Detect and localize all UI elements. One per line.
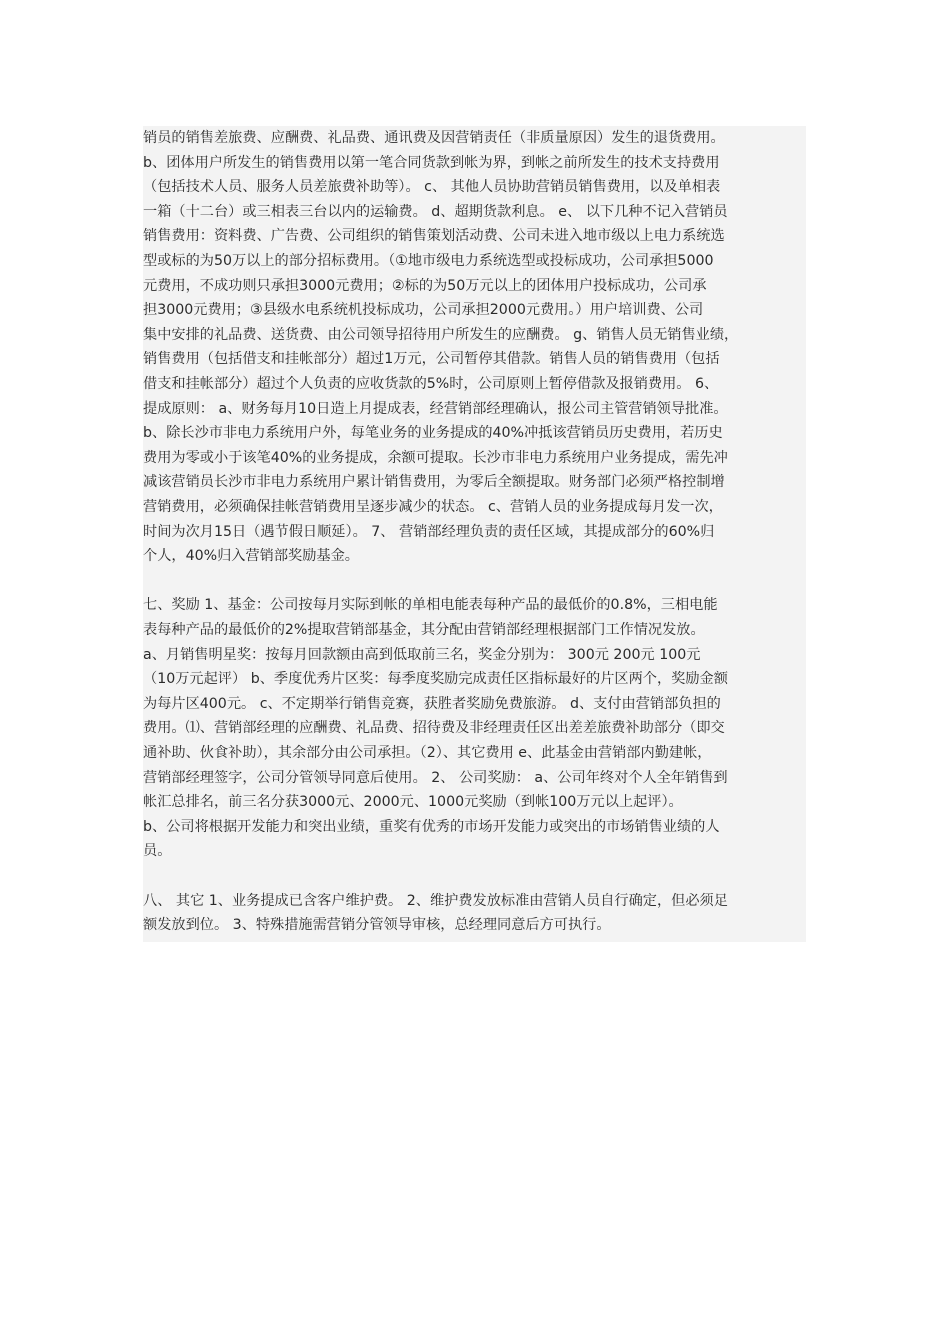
paragraph-line: 通补助、伙食补助），其余部分由公司承担。（2）、其它费用 e、此基金由营销部内勤建帐，	[143, 745, 712, 761]
paragraph-line: 元费用，不成功则只承担3000元费用；②标的为50万元以上的团体用户投标成功，公司承	[143, 277, 707, 294]
paragraph-line: 减该营销员长沙市非电力系统用户累计销售费用，为零后全额提取。财务部门必须严格控制增	[143, 474, 725, 491]
paragraph-line: 销售费用：资料费、广告费、公司组织的销售策划活动费、公司未进入地市级以上电力系统选	[143, 228, 725, 245]
paragraph-line: 一箱（十二台）或三相表三台以内的运输费。 d、超期货款利息。 e、 以下几种不记入营销员	[143, 203, 728, 220]
paragraph-line: 费用。⑴、营销部经理的应酬费、礼品费、招待费及非经理责任区出差差旅费补助部分（即交	[143, 720, 725, 737]
paragraph-line: b、除长沙市非电力系统用户外，每笔业务的业务提成的40%冲抵该营销员历史费用，若历史	[143, 425, 723, 442]
paragraph-line: 费用为零或小于该笔40%的业务提成，余额可提取。长沙市非电力系统用户业务提成，需先冲	[143, 449, 728, 466]
paragraph-line: 担3000元费用；③县级水电系统机投标成功，公司承担2000元费用。）用户培训费、公司	[143, 302, 704, 319]
paragraph-line: 额发放到位。 3、特殊措施需营销分管领导审核，总经理同意后方可执行。	[143, 917, 611, 934]
paragraph-line: 为每片区400元。 c、不定期举行销售竞赛，获胜者奖励免费旅游。 d、支付由营销部负担的	[143, 695, 721, 712]
paragraph-line: （包括技术人员、服务人员差旅费补助等）。 c、 其他人员协助营销员销售费用，以及单相表	[143, 179, 721, 196]
paragraph-line: 提成原则： a、财务每月10日造上月提成表，经营销部经理确认，报公司主管营销领导批准。	[143, 400, 728, 417]
paragraph-line: 销售费用（包括借支和挂帐部分）超过1万元，公司暂停其借款。销售人员的销售费用（包括	[143, 351, 720, 368]
paragraph-line: 个人，40%归入营销部奖励基金。	[143, 548, 359, 565]
paragraph-line: 表每种产品的最低价的2%提取营销部基金，其分配由营销部经理根据部门工作情况发放。	[143, 622, 705, 638]
paragraph-line: 七、奖励 1、基金：公司按每月实际到帐的单相电能表每种产品的最低价的0.8%，三相电能	[143, 597, 718, 614]
paragraph-line: 型或标的为50万以上的部分招标费用。（①地市级电力系统选型或投标成功，公司承担5000	[143, 253, 714, 269]
paragraph-line: 员。	[143, 843, 172, 860]
paragraph-line: b、团体用户所发生的销售费用以第一笔合同货款到帐为界，到帐之前所发生的技术支持费用	[143, 154, 720, 171]
paragraph-line: 借支和挂帐部分）超过个人负责的应收货款的5%时，公司原则上暂停借款及报销费用。 6、	[143, 376, 719, 392]
paragraph-line: 时间为次月15日（遇节假日顺延）。 7、 营销部经理负责的责任区域，其提成部分的60%归	[143, 523, 715, 540]
paragraph-line: 集中安排的礼品费、送货费、由公司领导招待用户所发生的应酬费。 g、销售人员无销售业绩，	[143, 326, 739, 343]
paragraph-line: 营销部经理签字，公司分管领导同意后使用。 2、 公司奖励： a、公司年终对个人全年销售到	[143, 769, 728, 786]
paragraph-line: a、月销售明星奖：按每月回款额由高到低取前三名，奖金分别为： 300元 200元 100元	[143, 646, 701, 663]
paragraph-line: b、公司将根据开发能力和突出业绩，重奖有优秀的市场开发能力或突出的市场销售业绩的人	[143, 818, 720, 835]
paragraph-line: 销员的销售差旅费、应酬费、礼品费、通讯费及因营销责任（非质量原因）发生的退货费用。	[143, 130, 725, 146]
paragraph-line: 营销费用，必须确保挂帐营销费用呈逐步减少的状态。 c、营销人员的业务提成每月发一次，	[143, 499, 723, 515]
paragraph-line: 八、 其它 1、业务提成已含客户维护费。 2、维护费发放标准由营销人员自行确定，但必须足	[143, 892, 728, 909]
paragraph-line: （10万元起评） b、季度优秀片区奖：每季度奖励完成责任区指标最好的片区两个，奖励金额	[143, 671, 728, 688]
paragraph-line: 帐汇总排名，前三名分获3000元、2000元、1000元奖励（到帐100万元以上起评）。	[143, 794, 683, 811]
document-text-block	[143, 126, 806, 942]
